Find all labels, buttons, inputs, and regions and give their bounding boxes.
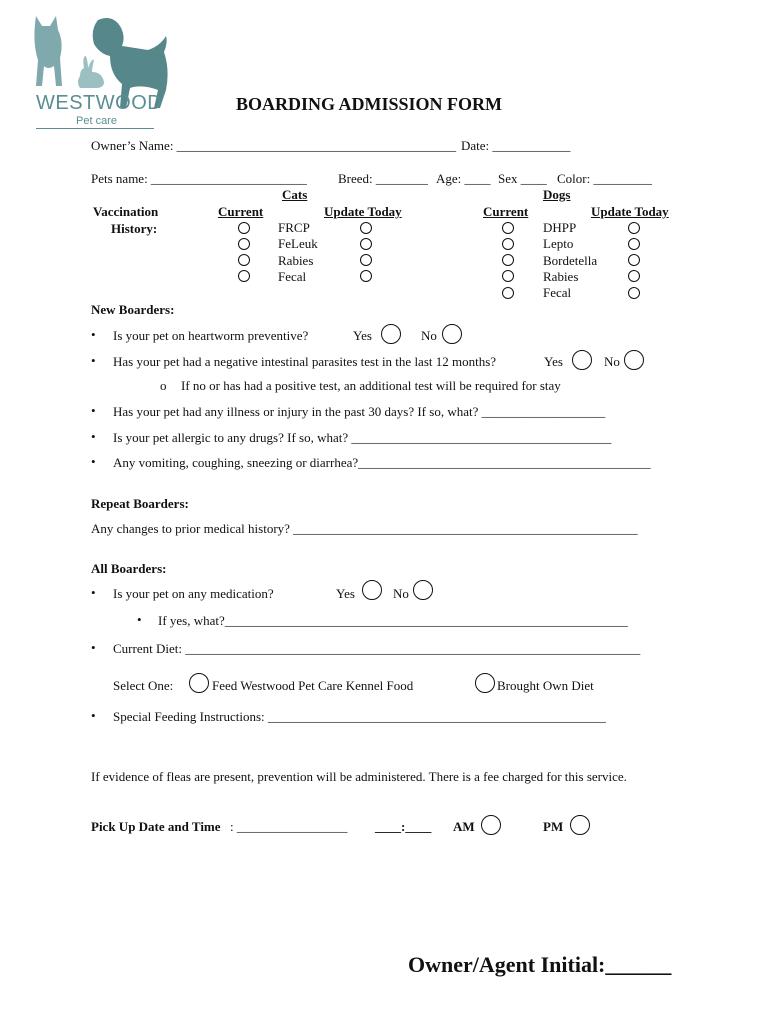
age-field[interactable]: Age: ____ <box>436 171 491 186</box>
dog-vaccine-lepto: Lepto <box>543 236 574 251</box>
dog-vaccine-fecal: Fecal <box>543 285 572 300</box>
logo-underline <box>36 128 154 129</box>
cat-rabies-update-radio[interactable] <box>360 254 372 266</box>
select-one-label: Select One: <box>113 678 174 693</box>
cat-feleuk-update-radio[interactable] <box>360 238 372 250</box>
dog-bordetella-current-radio[interactable] <box>502 254 514 266</box>
kennel-food-option-label: Feed Westwood Pet Care Kennel Food <box>212 678 414 693</box>
medication-no-label: No <box>393 586 409 601</box>
own-diet-option-label: Brought Own Diet <box>497 678 594 693</box>
bullet-icon: • <box>91 327 96 342</box>
bullet-icon: • <box>91 403 96 418</box>
medication-details-field[interactable]: If yes, what?______________________________________________________________ <box>158 613 628 628</box>
pm-label: PM <box>543 819 564 834</box>
repeat-boarders-heading: Repeat Boarders: <box>91 496 189 511</box>
pickup-date-field[interactable]: : _________________ <box>230 819 348 834</box>
cat-vaccine-feleuk: FeLeuk <box>278 236 318 251</box>
logo-tagline: Pet care <box>76 115 117 127</box>
heartworm-yes-radio[interactable] <box>381 324 401 344</box>
parasite-followup-note: If no or has had a positive test, an additional test will be required for stay <box>181 378 561 393</box>
special-feeding-field[interactable]: Special Feeding Instructions: ____________________________________________________ <box>113 709 606 724</box>
all-boarders-heading: All Boarders: <box>91 561 167 576</box>
pickup-label: Pick Up Date and Time <box>91 819 221 834</box>
parasite-no-radio[interactable] <box>624 350 644 370</box>
dog-lepto-update-radio[interactable] <box>628 238 640 250</box>
pm-radio[interactable] <box>570 815 590 835</box>
heartworm-no-radio[interactable] <box>442 324 462 344</box>
dog-lepto-current-radio[interactable] <box>502 238 514 250</box>
cats-current-heading: Current <box>218 204 264 219</box>
current-diet-field[interactable]: Current Diet: ______________________________________________________________________ <box>113 641 641 656</box>
dog-fecal-update-radio[interactable] <box>628 287 640 299</box>
cat-fecal-current-radio[interactable] <box>238 270 250 282</box>
bullet-icon: • <box>91 429 96 444</box>
kennel-food-radio[interactable] <box>189 673 209 693</box>
form-title: BOARDING ADMISSION FORM <box>236 94 503 114</box>
symptoms-question[interactable]: Any vomiting, coughing, sneezing or diarrhea?_____________________________________________ <box>113 455 651 470</box>
sex-field[interactable]: Sex ____ <box>498 171 547 186</box>
heartworm-no-label: No <box>421 328 437 343</box>
breed-field[interactable]: Breed: ________ <box>338 171 428 186</box>
cat-vaccine-frcp: FRCP <box>278 220 310 235</box>
bullet-icon: • <box>91 708 96 723</box>
cat-frcp-current-radio[interactable] <box>238 222 250 234</box>
medication-no-radio[interactable] <box>413 580 433 600</box>
medication-yes-radio[interactable] <box>362 580 382 600</box>
dog-bordetella-update-radio[interactable] <box>628 254 640 266</box>
color-field[interactable]: Color: _________ <box>557 171 652 186</box>
owner-agent-initial-field[interactable]: Owner/Agent Initial:______ <box>408 952 672 977</box>
bullet-icon: • <box>137 612 142 627</box>
cats-heading: Cats <box>282 187 308 202</box>
date-field[interactable]: Date: ____________ <box>461 138 571 153</box>
cats-update-heading: Update Today <box>324 204 402 219</box>
dog-fecal-current-radio[interactable] <box>502 287 514 299</box>
illness-question[interactable]: Has your pet had any illness or injury in the past 30 days? If so, what? ___________________ <box>113 404 606 419</box>
pet-name-field[interactable]: Pets name: ________________________ <box>91 171 307 186</box>
medication-question: Is your pet on any medication? <box>113 586 274 601</box>
owner-name-field[interactable]: Owner’s Name: ___________________________________________ <box>91 138 457 153</box>
westwood-logo <box>30 12 180 132</box>
cat-fecal-update-radio[interactable] <box>360 270 372 282</box>
dogs-current-heading: Current <box>483 204 529 219</box>
new-boarders-heading: New Boarders: <box>91 302 175 317</box>
allergy-question[interactable]: Is your pet allergic to any drugs? If so, what? ________________________________________ <box>113 430 612 445</box>
dogs-heading: Dogs <box>543 187 571 202</box>
logo-brand-text: WESTWOOD <box>36 92 163 114</box>
bullet-icon: • <box>91 585 96 600</box>
cat-frcp-update-radio[interactable] <box>360 222 372 234</box>
dog-vaccine-bordetella: Bordetella <box>543 253 598 268</box>
pickup-time-field[interactable]: ____:____ <box>375 819 432 834</box>
bullet-icon: • <box>91 640 96 655</box>
cat-feleuk-current-radio[interactable] <box>238 238 250 250</box>
dog-rabies-current-radio[interactable] <box>502 270 514 282</box>
am-radio[interactable] <box>481 815 501 835</box>
dog-vaccine-rabies: Rabies <box>543 269 579 284</box>
bullet-icon: • <box>91 353 96 368</box>
history-label: History: <box>111 221 158 236</box>
dog-vaccine-dhpp: DHPP <box>543 220 577 235</box>
heartworm-yes-label: Yes <box>353 328 372 343</box>
sub-bullet-icon: o <box>160 378 167 393</box>
bullet-icon: • <box>91 454 96 469</box>
medical-history-changes-field[interactable]: Any changes to prior medical history? _____________________________________________________ <box>91 521 638 536</box>
am-label: AM <box>453 819 475 834</box>
dog-dhpp-update-radio[interactable] <box>628 222 640 234</box>
cat-vaccine-fecal: Fecal <box>278 269 307 284</box>
parasite-yes-label: Yes <box>544 354 563 369</box>
vaccination-label: Vaccination <box>93 204 159 219</box>
cat-vaccine-rabies: Rabies <box>278 253 314 268</box>
cat-rabies-current-radio[interactable] <box>238 254 250 266</box>
parasite-no-label: No <box>604 354 620 369</box>
parasite-test-question: Has your pet had a negative intestinal parasites test in the last 12 months? <box>113 354 497 369</box>
dogs-update-heading: Update Today <box>591 204 669 219</box>
medication-yes-label: Yes <box>336 586 355 601</box>
dog-dhpp-current-radio[interactable] <box>502 222 514 234</box>
parasite-yes-radio[interactable] <box>572 350 592 370</box>
heartworm-question: Is your pet on heartworm preventive? <box>113 328 309 343</box>
flea-notice: If evidence of fleas are present, prevention will be administered. There is a fee charged for this service. <box>91 769 627 784</box>
own-diet-radio[interactable] <box>475 673 495 693</box>
dog-rabies-update-radio[interactable] <box>628 270 640 282</box>
